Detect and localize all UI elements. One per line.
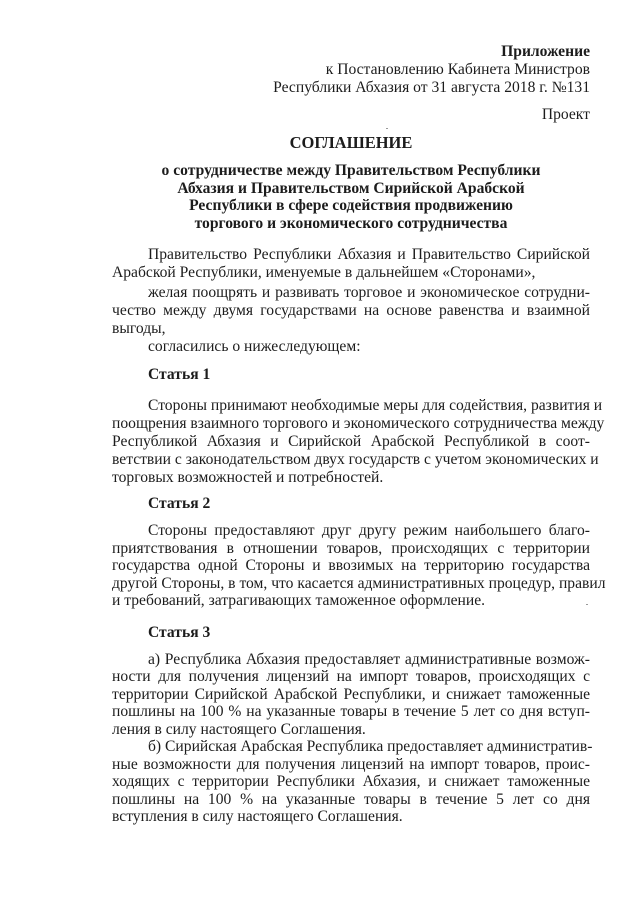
preamble-line: выгоды, bbox=[112, 320, 166, 337]
scan-speck bbox=[386, 128, 388, 129]
document-subtitle: Республики в сфере содействия продвижению bbox=[189, 197, 513, 214]
appendix-label: Приложение bbox=[501, 43, 590, 60]
appendix-reference: Республики Абхазия от 31 августа 2018 г. №131 bbox=[273, 79, 590, 96]
preamble-line: желая поощрять и развивать торговое и экономическое сотрудни- bbox=[148, 284, 590, 301]
preamble-line: Правительство Республики Абхазия и Правительство Сирийской bbox=[148, 246, 590, 263]
article-line: б) Сирийская Арабская Республика предоставляет административ- bbox=[148, 738, 593, 755]
scan-speck bbox=[586, 604, 588, 605]
article-heading: Статья 3 bbox=[148, 624, 211, 641]
draft-label: Проект bbox=[541, 106, 590, 123]
article-line: торговых возможностей и потребностей. bbox=[112, 469, 384, 486]
article-line: ления в силу настоящего Соглашения. bbox=[112, 721, 366, 738]
preamble-line: согласились о нижеследующем: bbox=[148, 338, 361, 355]
article-line: ходящих с территории Республики Абхазия, и снижает таможенные bbox=[112, 773, 590, 790]
document-subtitle: Абхазия и Правительством Сирийской Арабской bbox=[177, 180, 525, 197]
article-heading: Статья 1 bbox=[148, 366, 211, 383]
document-subtitle: о сотрудничестве между Правительством Республики bbox=[161, 162, 541, 179]
article-line: пошлины на 100 % на указанные товары в течение 5 лет со дня вступ- bbox=[112, 703, 590, 720]
article-line: государства одной Стороны и ввозимых на территорию государства bbox=[112, 557, 590, 574]
article-line: Республикой Абхазия и Сирийской Арабской Республикой в соот- bbox=[112, 433, 590, 450]
article-line: ности для получения лицензий на импорт товаров, происходящих с bbox=[112, 668, 590, 685]
article-line: ные возможности для получения лицензий на импорт товаров, проис- bbox=[112, 756, 590, 773]
article-line: Стороны предоставляют друг другу режим наибольшего благо- bbox=[148, 522, 590, 539]
document-title: СОГЛАШЕНИЕ bbox=[289, 133, 413, 152]
article-line: и требований, затрагивающих таможенное оформление. bbox=[112, 592, 486, 609]
article-line: пошлины на 100 % на указанные товары в течение 5 лет со дня bbox=[112, 791, 590, 808]
article-line: приятствования в отношении товаров, происходящих с территории bbox=[112, 540, 590, 557]
article-line: ветствии с законодательством двух государств с учетом экономических и bbox=[112, 451, 599, 468]
article-heading: Статья 2 bbox=[148, 495, 211, 512]
preamble-line: чество между двумя государствами на основе равенства и взаимной bbox=[112, 302, 590, 319]
article-line: территории Сирийской Арабской Республики, и снижает таможенные bbox=[112, 686, 590, 703]
article-line: а) Республика Абхазия предоставляет административные возмож- bbox=[148, 651, 590, 668]
preamble-line: Арабской Республики, именуемые в дальнейшем «Сторонами», bbox=[112, 264, 536, 281]
article-line: вступления в силу настоящего Соглашения. bbox=[112, 808, 403, 825]
document-subtitle: торгового и экономического сотрудничества bbox=[194, 215, 508, 232]
article-line: поощрения взаимного торгового и экономического сотрудничества между bbox=[112, 415, 605, 432]
article-line: другой Стороны, в том, что касается административных процедур, правил bbox=[112, 575, 606, 592]
article-line: Стороны принимают необходимые меры для содействия, развития и bbox=[148, 397, 603, 414]
appendix-reference: к Постановлению Кабинета Министров bbox=[325, 61, 590, 78]
